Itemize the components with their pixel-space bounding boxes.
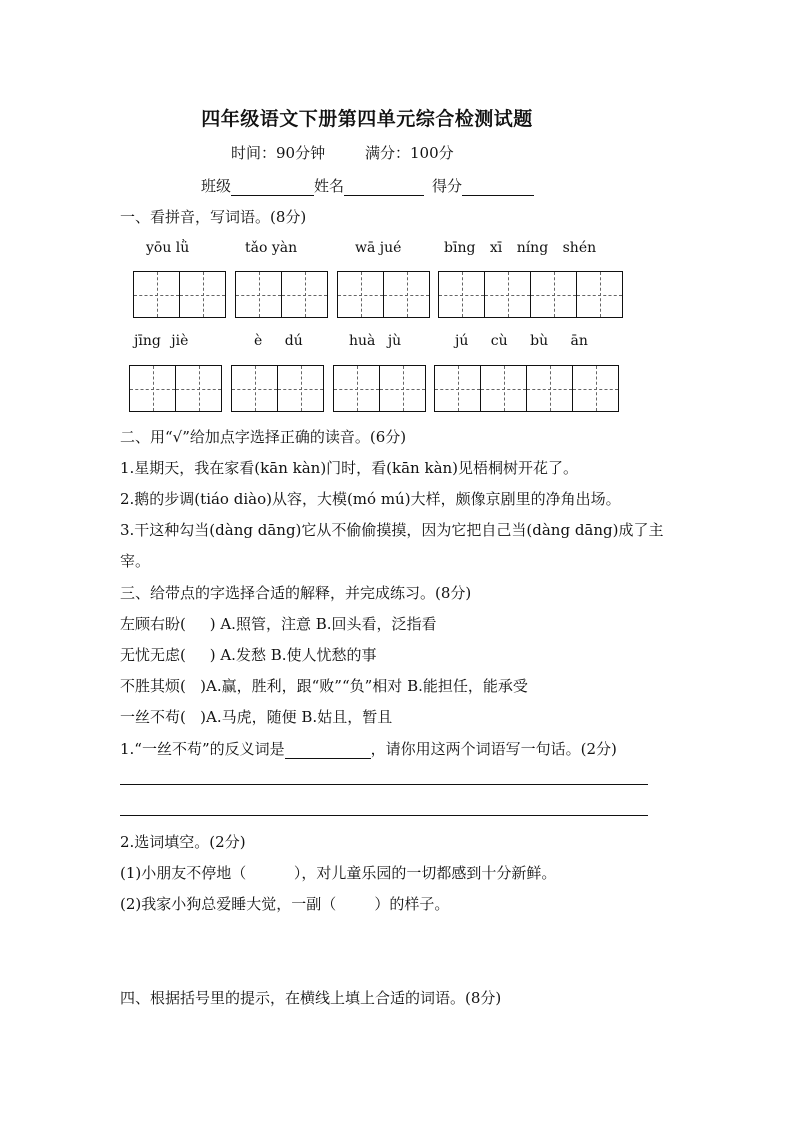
writing-cell[interactable]: [383, 271, 430, 318]
idiom-word: 无忧无虑: [120, 646, 181, 664]
writing-cell[interactable]: [379, 365, 426, 412]
section1-heading: 一、看拼音，写词语。(8分): [120, 208, 307, 226]
writing-cell[interactable]: [281, 271, 328, 318]
name-label: 姓名: [314, 177, 345, 195]
section2-item-2: 2.鹅的步调(tiáo diào)从容，大模(mó mú)大样，颇像京剧里的净角出场。: [120, 490, 621, 508]
section2-item-3: 3.干这种勾当(dàng dāng)它从不偷偷摸摸，因为它把自己当(dàng dāng)成了主: [120, 521, 664, 539]
writing-cell[interactable]: [129, 365, 176, 412]
pinyin-label: tǎo yàn: [245, 240, 298, 256]
question-text: ，请你用这两个词语写一句话。(2分): [370, 740, 617, 758]
writing-cell[interactable]: [480, 365, 527, 412]
idiom-word: 不胜其烦: [120, 677, 181, 695]
meaning-item: [120, 706, 392, 727]
score-label: 得分: [432, 177, 463, 195]
writing-cell[interactable]: [277, 365, 324, 412]
exam-time: 时间：90分钟: [231, 144, 326, 162]
pinyin-label: wā jué: [355, 240, 402, 256]
section2-heading: 二、用“√”给加点字选择正确的读音。(6分): [120, 428, 407, 446]
class-blank[interactable]: [231, 179, 314, 196]
writing-cell[interactable]: [526, 365, 573, 412]
pinyin-label: jú cù bù ān: [455, 333, 588, 349]
idiom-word: 一丝不苟: [120, 708, 181, 726]
writing-cell[interactable]: [438, 271, 485, 318]
section2-item-3-cont: 宰。: [120, 552, 151, 570]
meaning-options: A.赢，胜利，跟“败”“负”相对 B.能担任，能承受: [206, 677, 528, 695]
answer-paren[interactable]: ( ): [180, 615, 216, 633]
name-blank[interactable]: [344, 179, 424, 196]
class-label: 班级: [201, 177, 232, 195]
pinyin-label: huà jù: [349, 333, 402, 349]
fill-in-item-1: (1)小朋友不停地（ ），对儿童乐园的一切都感到十分新鲜。: [120, 864, 557, 882]
answer-paren[interactable]: ( ): [180, 677, 207, 695]
pinyin-label: yōu lǜ: [146, 240, 190, 256]
full-score: 满分：100分: [365, 144, 454, 162]
writing-cell[interactable]: [576, 271, 623, 318]
writing-cell[interactable]: [333, 365, 380, 412]
pinyin-label: è dú: [254, 333, 303, 349]
answer-paren[interactable]: ( ): [180, 646, 216, 664]
writing-cell[interactable]: [235, 271, 282, 318]
pinyin-label: bīng xī níng shén: [444, 240, 597, 256]
meaning-item: [120, 675, 528, 696]
section3-question-1: [120, 738, 617, 759]
section3-question-2: 2.选词填空。(2分): [120, 833, 246, 851]
student-info-row: [201, 175, 534, 196]
pinyin-label: jīng jiè: [134, 333, 189, 349]
answer-paren[interactable]: ( ): [180, 708, 207, 726]
writing-cell[interactable]: [337, 271, 384, 318]
page-title: 四年级语文下册第四单元综合检测试题: [201, 108, 533, 130]
score-blank[interactable]: [462, 179, 534, 196]
answer-line[interactable]: [120, 784, 648, 785]
fill-in-item-2: (2)我家小狗总爱睡大觉，一副（ ）的样子。: [120, 895, 450, 913]
section4-heading: 四、根据括号里的提示，在横线上填上合适的词语。(8分): [120, 989, 502, 1007]
writing-cell[interactable]: [179, 271, 226, 318]
answer-line[interactable]: [120, 815, 648, 816]
meaning-options: A.马虎，随便 B.姑且，暂且: [206, 708, 393, 726]
meaning-item: [120, 644, 377, 665]
writing-cell[interactable]: [231, 365, 278, 412]
meaning-options: A.发愁 B.使人忧愁的事: [220, 646, 377, 664]
writing-cell[interactable]: [434, 365, 481, 412]
writing-cell[interactable]: [530, 271, 577, 318]
meaning-options: A.照管，注意 B.回头看，泛指看: [220, 615, 437, 633]
section2-item-1: 1.星期天，我在家看(kān kàn)门时，看(kān kàn)见梧桐树开花了。: [120, 459, 579, 477]
section3-heading: 三、给带点的字选择合适的解释，并完成练习。(8分): [120, 584, 472, 602]
idiom-word: 左顾右盼: [120, 615, 181, 633]
question-text: 1.“一丝不苟”的反义词是: [120, 740, 285, 758]
antonym-blank[interactable]: [285, 742, 371, 759]
writing-cell[interactable]: [484, 271, 531, 318]
writing-cell[interactable]: [133, 271, 180, 318]
writing-cell[interactable]: [175, 365, 222, 412]
meaning-item: [120, 613, 437, 634]
writing-cell[interactable]: [572, 365, 619, 412]
